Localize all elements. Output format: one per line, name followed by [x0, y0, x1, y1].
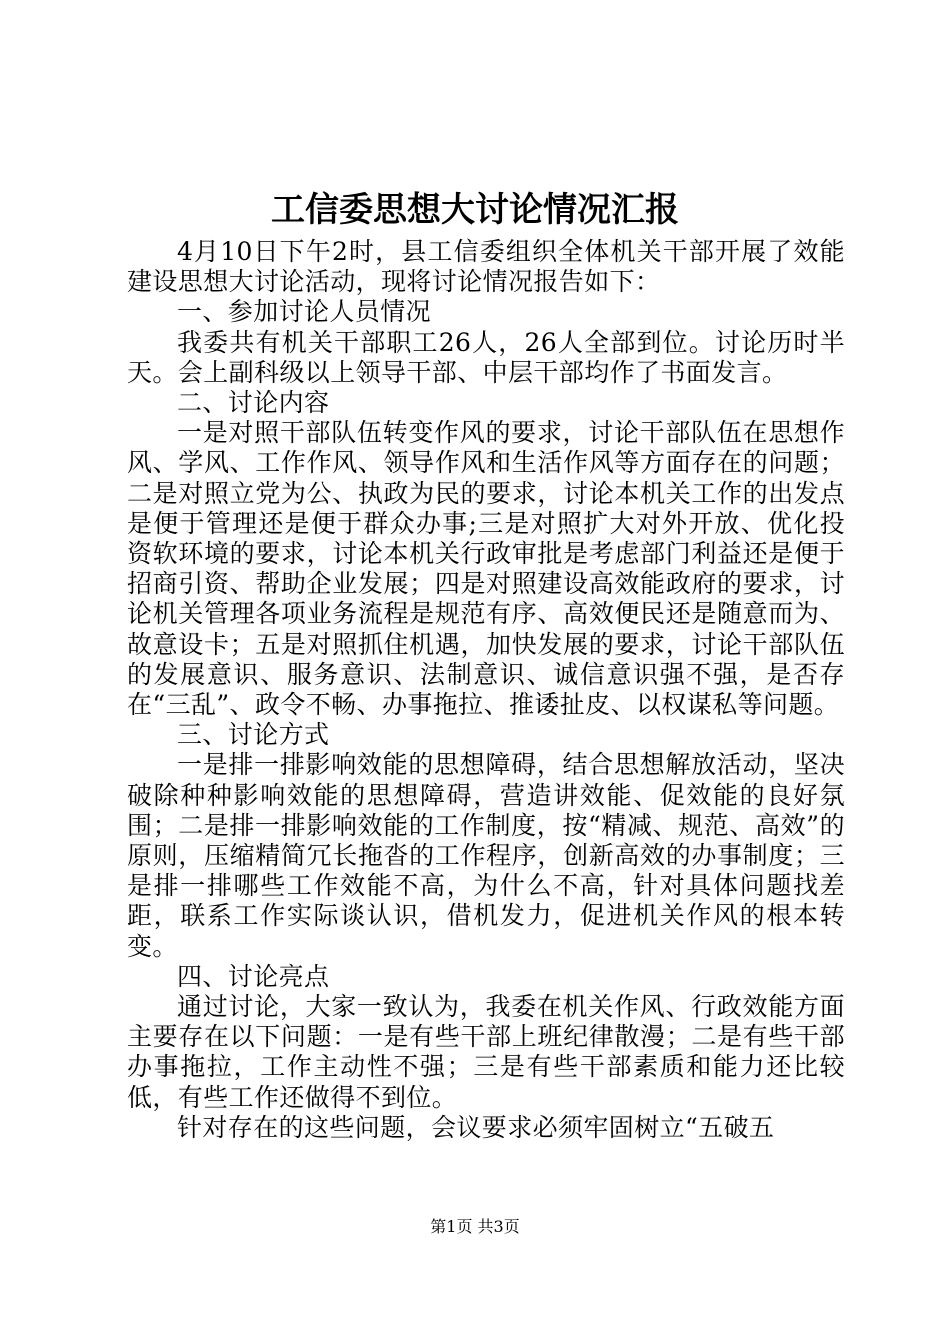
document-body — [127, 237, 845, 1143]
content-paragraph: 一是对照干部队伍转变作风的要求，讨论干部队伍在思想作风、学风、工作作风、领导作风和生活作风等方面存在的问题；二是对照立党为公、执政为民的要求，讨论本机关工作的出发点是便于管理还是便于群众办事;三是对照扩大对外开放、优化投资软环境的要求，讨论本机关行政审批是考虑部门利益还是便于招商引资、帮助企业发展；四是对照建设高效能政府的要求，讨论机关管理各项业务流程是规范有序、高效便民还是随意而为、故意设卡；五是对照抓住机遇，加快发展的要求，讨论干部队伍的发展意识、服务意识、法制意识、诚信意识强不强，是否存在“三乱”、政令不畅、办事拖拉、推诿扯皮、以权谋私等问题。 — [127, 418, 845, 720]
section-heading-method: 三、讨论方式 — [177, 720, 330, 750]
requirements-paragraph: 针对存在的这些问题，会议要求必须牢固树立“五破五 — [177, 1112, 775, 1142]
page-footer — [0, 1215, 950, 1239]
document-title: 工信委思想大讨论情况汇报 — [271, 190, 679, 230]
page-number: 第1页 — [430, 1217, 473, 1236]
intro-paragraph: 4月10日下午2时，县工信委组织全体机关干部开展了效能建设思想大讨论活动，现将讨论情况报告如下： — [127, 237, 845, 297]
section-heading-highlights: 四、讨论亮点 — [177, 961, 330, 991]
section-heading-participants: 一、参加讨论人员情况 — [177, 297, 432, 327]
participants-paragraph: 我委共有机关干部职工26人，26人全部到位。讨论历时半天。会上副科级以上领导干部、中层干部均作了书面发言。 — [127, 327, 845, 387]
method-paragraph: 一是排一排影响效能的思想障碍，结合思想解放活动，坚决破除种种影响效能的思想障碍，营造讲效能、促效能的良好氛围；二是排一排影响效能的工作制度，按“精减、规范、高效”的原则，压缩精简冗长拖沓的工作程序，创新高效的办事制度；三是排一排哪些工作效能不高，为什么不高，针对具体问题找差距，联系工作实际谈认识，借机发力，促进机关作风的根本转变。 — [127, 750, 845, 961]
page-total: 共3页 — [477, 1217, 520, 1236]
highlights-paragraph: 通过讨论，大家一致认为，我委在机关作风、行政效能方面主要存在以下问题：一是有些干部上班纪律散漫；二是有些干部办事拖拉，工作主动性不强；三是有些干部素质和能力还比较低，有些工作还做得不到位。 — [127, 992, 845, 1112]
section-heading-content: 二、讨论内容 — [177, 388, 330, 418]
